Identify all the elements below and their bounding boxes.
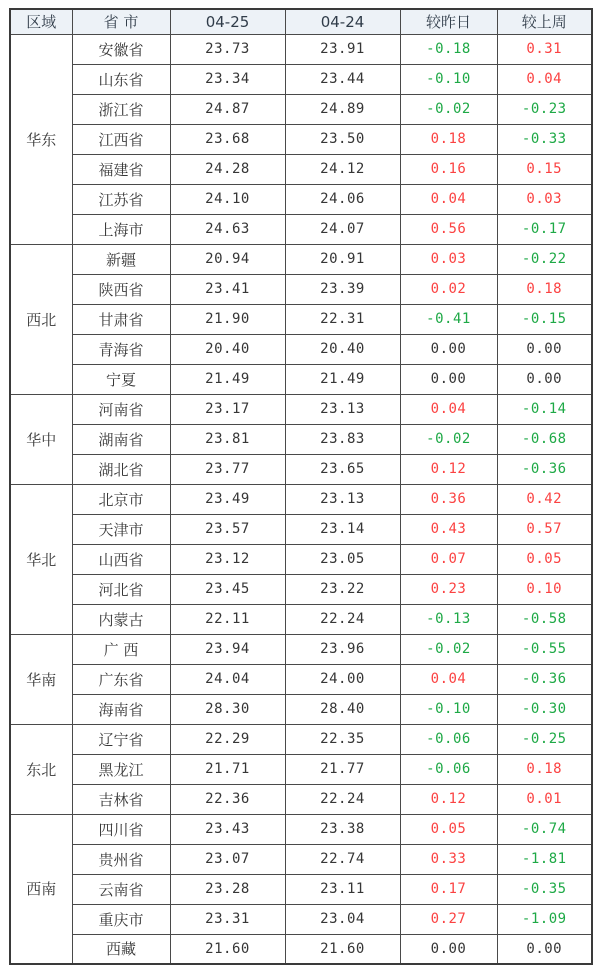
region-cell: 华南 xyxy=(10,634,72,724)
change-vs-yesterday-cell: 0.05 xyxy=(400,814,497,844)
price-0424-cell: 22.35 xyxy=(285,724,400,754)
table-row xyxy=(10,694,592,724)
table-row xyxy=(10,514,592,544)
change-vs-last-week-cell: 0.42 xyxy=(497,484,592,514)
price-0425-cell: 21.60 xyxy=(170,934,285,964)
price-0425-cell: 21.90 xyxy=(170,304,285,334)
table-row xyxy=(10,874,592,904)
change-vs-yesterday-cell: 0.16 xyxy=(400,154,497,184)
province-cell: 北京市 xyxy=(72,484,170,514)
province-cell: 内蒙古 xyxy=(72,604,170,634)
table-row xyxy=(10,94,592,124)
change-vs-last-week-cell: -0.55 xyxy=(497,634,592,664)
change-vs-yesterday-cell: 0.56 xyxy=(400,214,497,244)
province-cell: 重庆市 xyxy=(72,904,170,934)
change-vs-last-week-cell: -0.35 xyxy=(497,874,592,904)
change-vs-yesterday-cell: -0.10 xyxy=(400,694,497,724)
table-row xyxy=(10,184,592,214)
price-0425-cell: 24.28 xyxy=(170,154,285,184)
change-vs-last-week-cell: -0.25 xyxy=(497,724,592,754)
price-0425-cell: 23.73 xyxy=(170,34,285,64)
change-vs-last-week-cell: 0.00 xyxy=(497,334,592,364)
region-cell: 华中 xyxy=(10,394,72,484)
change-vs-last-week-cell: 0.01 xyxy=(497,784,592,814)
price-0425-cell: 23.34 xyxy=(170,64,285,94)
change-vs-yesterday-cell: -0.02 xyxy=(400,94,497,124)
price-0425-cell: 20.94 xyxy=(170,244,285,274)
table-row xyxy=(10,274,592,304)
table-row xyxy=(10,364,592,394)
province-cell: 云南省 xyxy=(72,874,170,904)
province-cell: 贵州省 xyxy=(72,844,170,874)
table-row xyxy=(10,664,592,694)
price-0424-cell: 21.60 xyxy=(285,934,400,964)
price-0424-cell: 23.04 xyxy=(285,904,400,934)
table-row xyxy=(10,244,592,274)
table-row xyxy=(10,934,592,964)
province-cell: 安徽省 xyxy=(72,34,170,64)
table-header-row xyxy=(10,9,592,34)
price-0424-cell: 23.13 xyxy=(285,394,400,424)
price-0424-cell: 23.13 xyxy=(285,484,400,514)
province-cell: 山东省 xyxy=(72,64,170,94)
table-row xyxy=(10,154,592,184)
table-row xyxy=(10,754,592,784)
price-0424-cell: 20.91 xyxy=(285,244,400,274)
change-vs-last-week-cell: 0.18 xyxy=(497,754,592,784)
change-vs-yesterday-cell: 0.12 xyxy=(400,784,497,814)
province-cell: 甘肃省 xyxy=(72,304,170,334)
price-0425-cell: 23.94 xyxy=(170,634,285,664)
change-vs-yesterday-cell: -0.06 xyxy=(400,724,497,754)
price-0424-cell: 23.11 xyxy=(285,874,400,904)
table-row xyxy=(10,124,592,154)
price-0425-cell: 20.40 xyxy=(170,334,285,364)
price-0425-cell: 24.63 xyxy=(170,214,285,244)
region-cell: 西北 xyxy=(10,244,72,394)
column-header-region: 区域 xyxy=(10,9,72,34)
province-cell: 海南省 xyxy=(72,694,170,724)
table-row xyxy=(10,454,592,484)
change-vs-last-week-cell: 0.00 xyxy=(497,364,592,394)
change-vs-last-week-cell: -0.15 xyxy=(497,304,592,334)
change-vs-yesterday-cell: 0.36 xyxy=(400,484,497,514)
change-vs-yesterday-cell: 0.43 xyxy=(400,514,497,544)
change-vs-last-week-cell: 0.57 xyxy=(497,514,592,544)
price-0424-cell: 28.40 xyxy=(285,694,400,724)
price-0424-cell: 24.06 xyxy=(285,184,400,214)
price-0425-cell: 23.57 xyxy=(170,514,285,544)
change-vs-yesterday-cell: 0.00 xyxy=(400,334,497,364)
price-0425-cell: 23.68 xyxy=(170,124,285,154)
province-cell: 河北省 xyxy=(72,574,170,604)
change-vs-yesterday-cell: 0.04 xyxy=(400,394,497,424)
price-0424-cell: 24.89 xyxy=(285,94,400,124)
change-vs-yesterday-cell: 0.02 xyxy=(400,274,497,304)
change-vs-last-week-cell: -0.30 xyxy=(497,694,592,724)
change-vs-yesterday-cell: -0.13 xyxy=(400,604,497,634)
province-cell: 陕西省 xyxy=(72,274,170,304)
change-vs-last-week-cell: -0.58 xyxy=(497,604,592,634)
table-row xyxy=(10,484,592,514)
province-cell: 湖南省 xyxy=(72,424,170,454)
price-0425-cell: 22.36 xyxy=(170,784,285,814)
table-row xyxy=(10,214,592,244)
change-vs-last-week-cell: -0.17 xyxy=(497,214,592,244)
province-cell: 江苏省 xyxy=(72,184,170,214)
province-cell: 青海省 xyxy=(72,334,170,364)
change-vs-last-week-cell: 0.18 xyxy=(497,274,592,304)
price-0424-cell: 23.96 xyxy=(285,634,400,664)
price-0425-cell: 23.43 xyxy=(170,814,285,844)
price-0424-cell: 23.14 xyxy=(285,514,400,544)
change-vs-last-week-cell: 0.15 xyxy=(497,154,592,184)
table-row xyxy=(10,544,592,574)
change-vs-last-week-cell: -0.22 xyxy=(497,244,592,274)
change-vs-last-week-cell: -0.68 xyxy=(497,424,592,454)
change-vs-last-week-cell: 0.03 xyxy=(497,184,592,214)
price-0425-cell: 22.11 xyxy=(170,604,285,634)
change-vs-yesterday-cell: 0.00 xyxy=(400,934,497,964)
table-row xyxy=(10,394,592,424)
region-cell: 华北 xyxy=(10,484,72,634)
price-0425-cell: 21.49 xyxy=(170,364,285,394)
change-vs-yesterday-cell: 0.17 xyxy=(400,874,497,904)
change-vs-yesterday-cell: 0.00 xyxy=(400,364,497,394)
column-header-vs-yesterday: 较昨日 xyxy=(400,9,497,34)
price-0425-cell: 23.77 xyxy=(170,454,285,484)
province-cell: 浙江省 xyxy=(72,94,170,124)
table-row xyxy=(10,784,592,814)
price-0425-cell: 23.17 xyxy=(170,394,285,424)
change-vs-last-week-cell: -0.36 xyxy=(497,454,592,484)
change-vs-yesterday-cell: 0.03 xyxy=(400,244,497,274)
price-0424-cell: 23.22 xyxy=(285,574,400,604)
price-0424-cell: 23.38 xyxy=(285,814,400,844)
change-vs-yesterday-cell: 0.04 xyxy=(400,184,497,214)
change-vs-yesterday-cell: 0.23 xyxy=(400,574,497,604)
change-vs-yesterday-cell: -0.06 xyxy=(400,754,497,784)
price-0425-cell: 23.81 xyxy=(170,424,285,454)
province-cell: 河南省 xyxy=(72,394,170,424)
change-vs-last-week-cell: -1.09 xyxy=(497,904,592,934)
change-vs-last-week-cell: -0.74 xyxy=(497,814,592,844)
table-row xyxy=(10,34,592,64)
change-vs-last-week-cell: -1.81 xyxy=(497,844,592,874)
price-0424-cell: 22.24 xyxy=(285,784,400,814)
price-0424-cell: 22.24 xyxy=(285,604,400,634)
price-0425-cell: 23.12 xyxy=(170,544,285,574)
region-cell: 东北 xyxy=(10,724,72,814)
price-0425-cell: 24.87 xyxy=(170,94,285,124)
price-0424-cell: 22.31 xyxy=(285,304,400,334)
province-cell: 山西省 xyxy=(72,544,170,574)
price-0424-cell: 24.12 xyxy=(285,154,400,184)
price-0424-cell: 23.65 xyxy=(285,454,400,484)
table-row xyxy=(10,724,592,754)
region-cell: 华东 xyxy=(10,34,72,244)
province-cell: 新疆 xyxy=(72,244,170,274)
change-vs-last-week-cell: -0.33 xyxy=(497,124,592,154)
change-vs-yesterday-cell: 0.04 xyxy=(400,664,497,694)
price-0425-cell: 23.31 xyxy=(170,904,285,934)
column-header-date-0425: 04-25 xyxy=(170,9,285,34)
province-cell: 福建省 xyxy=(72,154,170,184)
price-0424-cell: 21.77 xyxy=(285,754,400,784)
table-row xyxy=(10,304,592,334)
region-cell: 西南 xyxy=(10,814,72,964)
change-vs-last-week-cell: 0.31 xyxy=(497,34,592,64)
province-cell: 西藏 xyxy=(72,934,170,964)
change-vs-yesterday-cell: -0.41 xyxy=(400,304,497,334)
price-0424-cell: 23.05 xyxy=(285,544,400,574)
change-vs-yesterday-cell: 0.12 xyxy=(400,454,497,484)
price-0424-cell: 21.49 xyxy=(285,364,400,394)
change-vs-yesterday-cell: -0.02 xyxy=(400,424,497,454)
price-0424-cell: 23.91 xyxy=(285,34,400,64)
column-header-vs-last-week: 较上周 xyxy=(497,9,592,34)
table-row xyxy=(10,64,592,94)
change-vs-yesterday-cell: 0.27 xyxy=(400,904,497,934)
province-cell: 广 西 xyxy=(72,634,170,664)
table-row xyxy=(10,574,592,604)
change-vs-yesterday-cell: 0.33 xyxy=(400,844,497,874)
province-cell: 四川省 xyxy=(72,814,170,844)
table-row xyxy=(10,634,592,664)
price-0425-cell: 22.29 xyxy=(170,724,285,754)
change-vs-last-week-cell: -0.23 xyxy=(497,94,592,124)
province-cell: 宁夏 xyxy=(72,364,170,394)
price-0425-cell: 23.28 xyxy=(170,874,285,904)
province-cell: 江西省 xyxy=(72,124,170,154)
price-0425-cell: 21.71 xyxy=(170,754,285,784)
table-row xyxy=(10,814,592,844)
price-0425-cell: 23.49 xyxy=(170,484,285,514)
change-vs-yesterday-cell: 0.18 xyxy=(400,124,497,154)
province-price-table xyxy=(9,8,593,965)
price-0425-cell: 23.45 xyxy=(170,574,285,604)
province-cell: 吉林省 xyxy=(72,784,170,814)
province-cell: 黑龙江 xyxy=(72,754,170,784)
table-row xyxy=(10,604,592,634)
change-vs-yesterday-cell: -0.02 xyxy=(400,634,497,664)
change-vs-last-week-cell: -0.14 xyxy=(497,394,592,424)
table-body xyxy=(10,34,592,964)
change-vs-last-week-cell: 0.05 xyxy=(497,544,592,574)
change-vs-last-week-cell: 0.00 xyxy=(497,934,592,964)
price-0424-cell: 24.07 xyxy=(285,214,400,244)
price-0425-cell: 28.30 xyxy=(170,694,285,724)
table-row xyxy=(10,334,592,364)
province-cell: 上海市 xyxy=(72,214,170,244)
change-vs-last-week-cell: -0.36 xyxy=(497,664,592,694)
price-0424-cell: 23.50 xyxy=(285,124,400,154)
price-0424-cell: 23.39 xyxy=(285,274,400,304)
table-row xyxy=(10,844,592,874)
province-cell: 广东省 xyxy=(72,664,170,694)
column-header-province: 省 市 xyxy=(72,9,170,34)
price-0425-cell: 24.10 xyxy=(170,184,285,214)
price-0424-cell: 24.00 xyxy=(285,664,400,694)
price-0424-cell: 23.44 xyxy=(285,64,400,94)
price-0425-cell: 23.07 xyxy=(170,844,285,874)
price-0424-cell: 22.74 xyxy=(285,844,400,874)
price-0424-cell: 20.40 xyxy=(285,334,400,364)
price-0425-cell: 24.04 xyxy=(170,664,285,694)
change-vs-last-week-cell: 0.04 xyxy=(497,64,592,94)
change-vs-last-week-cell: 0.10 xyxy=(497,574,592,604)
province-cell: 天津市 xyxy=(72,514,170,544)
column-header-date-0424: 04-24 xyxy=(285,9,400,34)
province-cell: 辽宁省 xyxy=(72,724,170,754)
price-0424-cell: 23.83 xyxy=(285,424,400,454)
table-row xyxy=(10,424,592,454)
table-row xyxy=(10,904,592,934)
change-vs-yesterday-cell: 0.07 xyxy=(400,544,497,574)
price-0425-cell: 23.41 xyxy=(170,274,285,304)
change-vs-yesterday-cell: -0.18 xyxy=(400,34,497,64)
province-cell: 湖北省 xyxy=(72,454,170,484)
change-vs-yesterday-cell: -0.10 xyxy=(400,64,497,94)
